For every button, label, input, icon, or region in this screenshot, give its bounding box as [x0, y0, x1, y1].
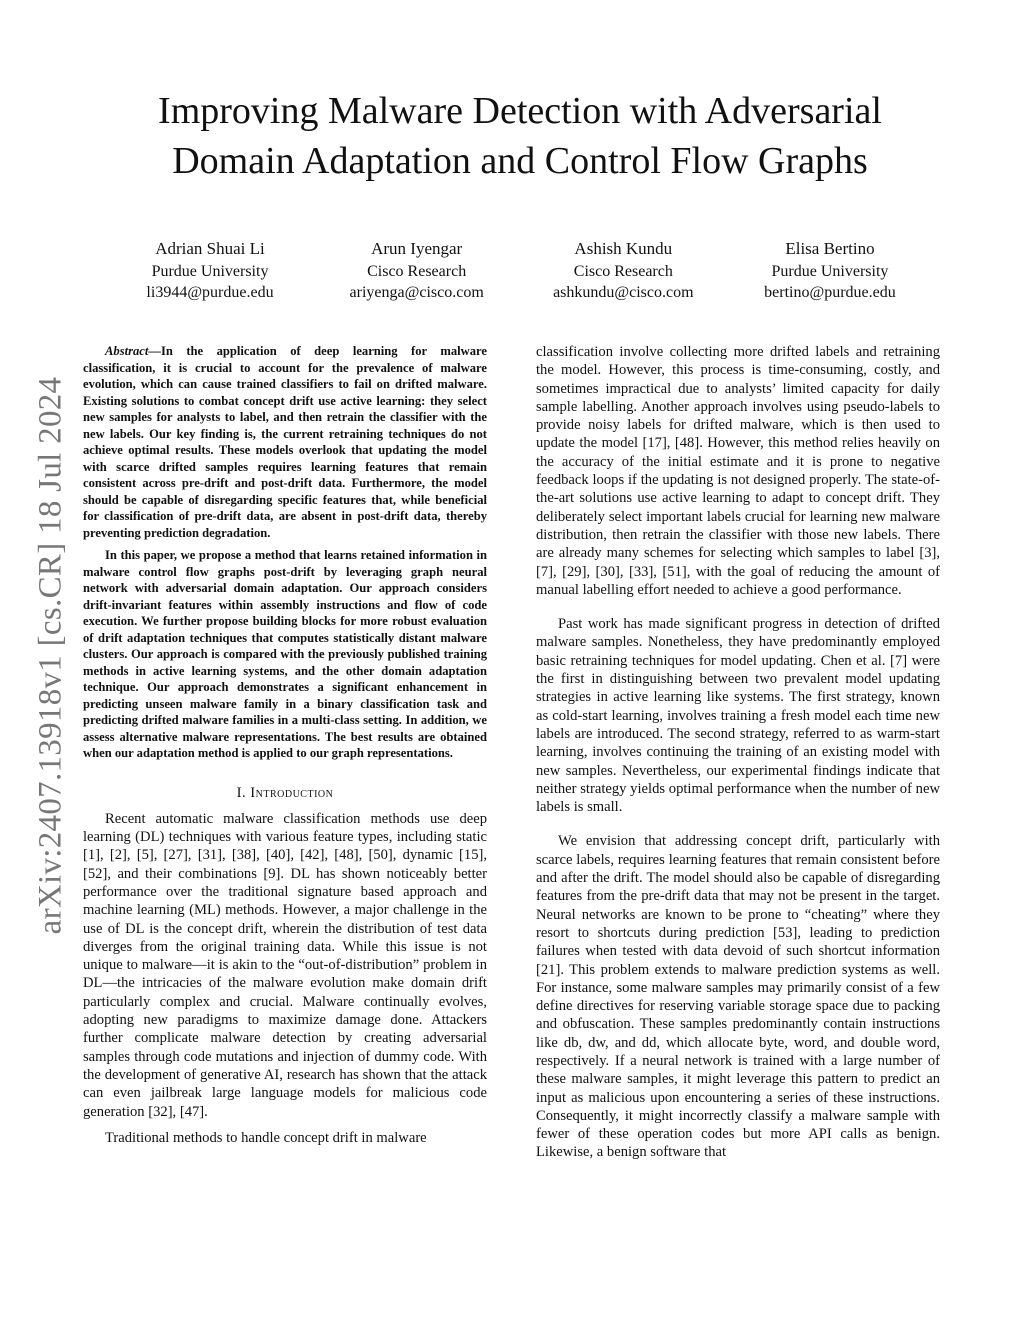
author-name: Adrian Shuai Li — [155, 239, 265, 258]
author-1 — [110, 238, 310, 303]
section-heading-introduction: I. Introduction — [236, 784, 334, 801]
author-affiliation: Cisco Research — [367, 263, 467, 280]
author-email: ariyenga@cisco.com — [349, 284, 484, 301]
author-3 — [523, 238, 723, 303]
arxiv-id: arXiv:2407.13918v1 [cs.CR] 18 Jul 2024 — [32, 376, 69, 934]
abstract-label: Abstract — [105, 344, 149, 358]
author-name: Arun Iyengar — [371, 239, 463, 258]
intro-paragraph-2-continued: classification involve collecting more drifted labels and retraining the model. However, this process is time-consuming, costly, and sometimes impractical due to analysts’ limited capacity for daily sample labelling. Another approach involves using pseudo-labels to provide noisy labels for drifted malware, which is then used to update the model [17], [48]. However, this method relies heavily on the accuracy of the initial estimate and it is prone to negative feedback loops if the updating is not designed properly. The state-of-the-art solutions use active learning to adapt to concept drift. They deliberately select important labels crucial for learning new malware distribution, then retrain the classifier with those new labels. There are already many schemes for selecting which samples to label [3], [7], [29], [30], [33], [51], with the goal of reducing the amount of manual labelling effort needed to achieve a good performance. — [536, 344, 940, 598]
author-email: bertino@purdue.edu — [764, 284, 896, 301]
abstract-paragraph-2: In this paper, we propose a method that learns retained information in malware control flow graphs post-drift by leveraging graph neural network with adversarial domain adaptation. Our approach considers drift-invariant features within assembly instructions and flow of code execution. We further propose building blocks for more robust evaluation of drift adaptation techniques that computes statistically distant malware clusters. Our approach is compared with the previously published training methods in active learning systems, and the other domain adaptation technique. Our approach demonstrates a significant enhancement in predicting unseen malware family in a binary classification task and predicting drifted malware families in a multi-class setting. In addition, we assess alternative malware representations. The best results are obtained when our adaptation method is applied to our graph representations. — [83, 548, 487, 760]
author-email: ashkundu@cisco.com — [553, 284, 694, 301]
right-column — [536, 343, 940, 1162]
abstract-text-1: —In the application of deep learning for malware classification, it is crucial to account for the prevalence of malware evolution, which can cause trained classifiers to fail on drifted malware. Existing solutions to combat concept drift use active learning: they select new samples for analysts to label, and then retrain the classifier with the new labels. Our key finding is, the current retraining techniques do not achieve optimal results. These models overlook that updating the model with scarce drifted samples requires learning features that remain consistent across pre-drift and post-drift data. Furthermore, the model should be capable of disregarding specific features that, while beneficial for classification of pre-drift data, are absent in post-drift data, thereby preventing prediction degradation. — [83, 344, 487, 540]
author-email: li3944@purdue.edu — [146, 284, 274, 301]
left-column — [83, 343, 487, 1147]
author-block — [110, 238, 930, 303]
author-name: Ashish Kundu — [574, 239, 673, 258]
intro-paragraph-4: We envision that addressing concept drift, particularly with scarce labels, requires learning features that remain consistent before and after the drift. The model should also be capable of disregarding features from the pre-drift data that may not be present in the target. Neural networks are known to be prone to “cheating” where they resort to shortcuts during prediction [53], leading to prediction failures when tested with data devoid of such shortcut information [21]. This problem extends to malware prediction systems as well. For instance, some malware samples may primarily consist of a few define directives for reserving variable storage space due to packing and obfuscation. These samples predominantly contain instructions like db, dw, and dd, which allocate byte, word, and double word, respectively. If a neural network is trained with a large number of these malware samples, it might leverage this pattern to predict an input as malicious upon encountering a series of these instructions. Consequently, it might incorrectly classify a malware sample with fewer of these operation codes but more API calls as benign. Likewise, a benign software that — [536, 833, 940, 1161]
intro-paragraph-3: Past work has made significant progress in detection of drifted malware samples. Nonetheless, they have predominantly employed basic retraining techniques for model updating. Chen et al. [7] were the first in distinguishing between two prevalent model updating strategies in active learning like systems. The first strategy, known as cold-start learning, involves training a fresh model each time new labels are introduced. The second strategy, referred to as warm-start learning, involves continuing the training of an existing model with new samples. Nevertheless, our experimental findings indicate that neither strategy yields optimal performance when the number of new labels is small. — [536, 616, 940, 816]
author-2 — [317, 238, 517, 303]
author-4 — [730, 238, 930, 303]
author-affiliation: Purdue University — [771, 263, 889, 280]
abstract-paragraph-1 — [83, 343, 487, 541]
intro-paragraph-1: Recent automatic malware classification methods use deep learning (DL) techniques with various feature types, including static [1], [2], [5], [27], [31], [38], [40], [42], [48], [50], dynamic [15], [52], and their combinations [9]. DL has shown noticeably better performance over the traditional signature based approach and machine learning (ML) methods. However, a major challenge in the use of DL is the concept drift, wherein the distribution of test data diverges from the original training data. While this issue is not unique to malware—it is akin to the “out-of-distribution” problem in DL—the intricacies of the malware evolution make domain drift particularly complex and crucial. Malware continually evolves, adopting new paradigms to maximize damage done. Attackers further complicate malware detection by creating adversarial samples through code mutations and injection of dummy code. With the development of generative AI, research has shown that the attack can even jailbreak large language models for malicious code generation [32], [47]. — [83, 810, 487, 1120]
author-name: Elisa Bertino — [785, 239, 875, 258]
paper-title: Improving Malware Detection with Adversarial Domain Adaptation and Control Flow Graphs — [158, 90, 882, 182]
intro-paragraph-2-start: Traditional methods to handle concept drift in malware — [105, 1129, 427, 1146]
arxiv-watermark — [30, 370, 72, 940]
author-affiliation: Purdue University — [151, 263, 269, 280]
author-affiliation: Cisco Research — [573, 263, 673, 280]
abstract — [83, 343, 487, 762]
